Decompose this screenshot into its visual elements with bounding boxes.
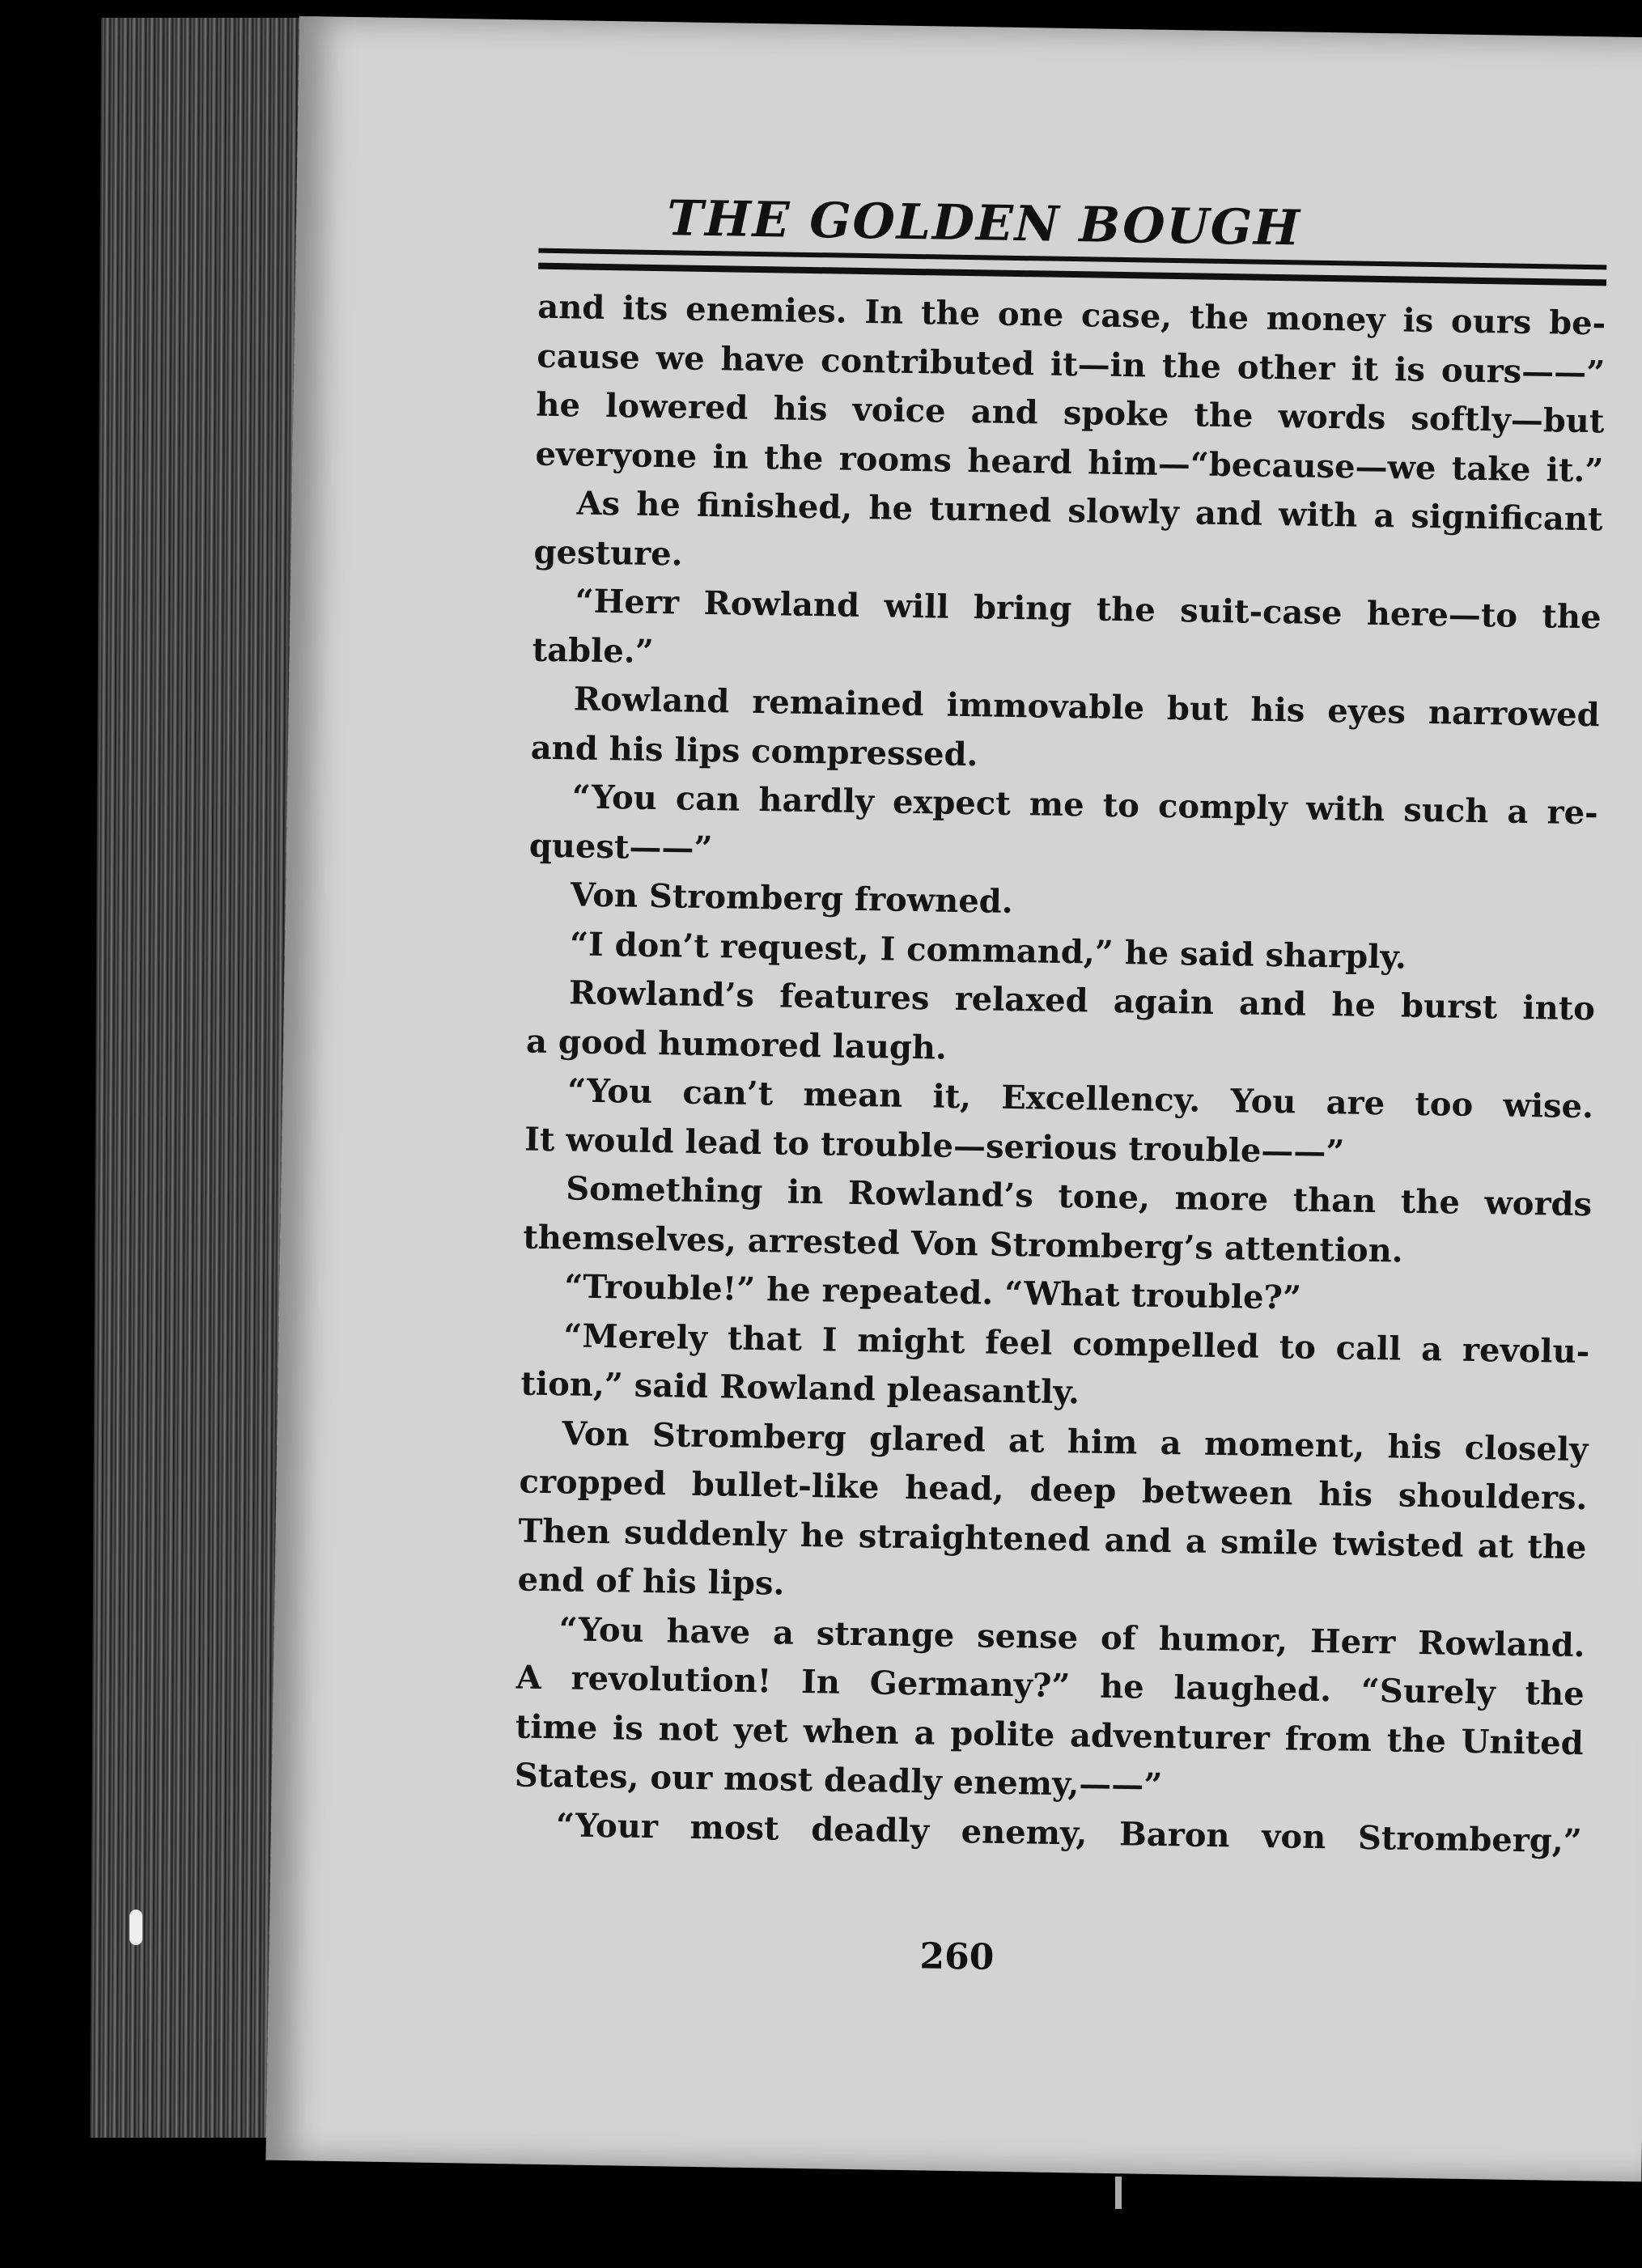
text-line: “Trouble!” he repeated. “What trouble?” bbox=[564, 1267, 1302, 1317]
text-line: and its enemies. In the one case, the money is ours be- bbox=[537, 287, 1606, 343]
text-line: A revolution! In Germany?” he laughed. “Surely the bbox=[516, 1658, 1585, 1714]
text-line: Something in Rowland’s tone, more than the words bbox=[565, 1169, 1593, 1224]
scan-artifact bbox=[1115, 2177, 1122, 2209]
text-line: Then suddenly he straightened and a smile twisted at the bbox=[518, 1511, 1587, 1566]
text-line: Von Stromberg frowned. bbox=[570, 875, 1013, 921]
page-number: 260 bbox=[919, 1935, 995, 1978]
text-line: end of his lips. bbox=[517, 1560, 785, 1603]
text-line: time is not yet when a polite adventurer from the United bbox=[515, 1706, 1585, 1762]
text-line: As he finished, he turned slowly and with a significant bbox=[576, 484, 1603, 539]
text-line: Rowland’s features relaxed again and he burst into bbox=[568, 973, 1596, 1028]
text-line: tion,” said Rowland pleasantly. bbox=[520, 1364, 1080, 1412]
text-line: “You have a strange sense of humor, Herr Rowland. bbox=[558, 1609, 1585, 1664]
text-line: everyone in the rooms heard him—“because—we take it.” bbox=[535, 435, 1604, 490]
text-line: States, our most deadly enemy,——” bbox=[514, 1756, 1163, 1805]
text-line: themselves, arrested Von Stromberg’s attention. bbox=[522, 1218, 1404, 1270]
text-line: Rowland remained immovable but his eyes narrowed bbox=[573, 680, 1600, 735]
text-line: table.” bbox=[532, 630, 655, 671]
scan-artifact bbox=[129, 1910, 142, 1945]
text-line: It would lead to trouble—serious trouble——” bbox=[524, 1120, 1345, 1171]
text-line: and his lips compressed. bbox=[530, 728, 978, 774]
book-page bbox=[265, 16, 1642, 2181]
text-line: quest——” bbox=[528, 826, 713, 867]
running-header-title: THE GOLDEN BOUGH bbox=[666, 190, 1302, 257]
body-text bbox=[513, 283, 1606, 1866]
text-line: a good humored laugh. bbox=[525, 1022, 948, 1067]
text-line: “You can hardly expect me to comply with such a re- bbox=[571, 778, 1599, 833]
text-line: Von Stromberg glared at him a moment, his closely bbox=[562, 1414, 1589, 1469]
text-line: “Herr Rowland will bring the suit-case here—to the bbox=[575, 582, 1602, 637]
text-line: “Merely that I might feel compelled to call a revolu- bbox=[563, 1316, 1590, 1371]
text-line: gesture. bbox=[533, 532, 683, 574]
text-line: “I don’t request, I command,” he said sharply. bbox=[569, 924, 1407, 977]
text-line: he lowered his voice and spoke the words softly—but bbox=[536, 385, 1605, 441]
text-line: cropped bullet-like head, deep between his shoulders. bbox=[519, 1462, 1588, 1518]
text-line: “You can’t mean it, Excellency. You are too wise. bbox=[566, 1071, 1594, 1126]
text-line: “Your most deadly enemy, Baron von Stromberg,” bbox=[555, 1805, 1583, 1860]
text-line: cause we have contributed it—in the other it is ours——” bbox=[537, 337, 1606, 392]
